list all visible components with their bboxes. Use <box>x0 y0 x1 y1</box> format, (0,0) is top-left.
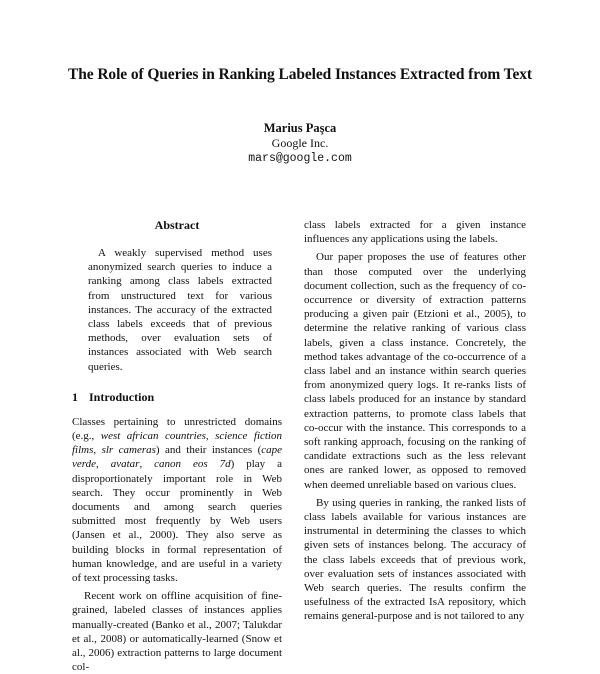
section-heading-introduction <box>72 390 282 405</box>
paper-title: The Role of Queries in Ranking Labeled Instances Extracted from Text <box>68 66 532 83</box>
section-title: Introduction <box>89 389 155 404</box>
author-block <box>0 121 600 166</box>
abstract-text: A weakly supervised method uses anonymized search queries to induce a ranking among class labels extracted from unstructured text for various instances. The accuracy of the extracted class labels exceeds that of previous methods, over evaluation sets of instances associated with Web search queries. <box>88 247 272 373</box>
right-paragraph-0: class labels extracted for a given instance influences any applications using the labels. <box>304 219 526 246</box>
right-paragraph-2: By using queries in ranking, the ranked lists of class labels available for various instances are instrumental in determining the classes to which given sets of instances belong. The accuracy of the class labels exceeds that of previous work, over evaluation sets of instances associated with Web search queries. The results confirm the usefulness of the extracted IsA repository, which remains general-purpose and is not tailored to any <box>304 496 526 623</box>
left-column <box>72 218 282 674</box>
author-name: Marius Paşca <box>263 121 337 135</box>
right-paragraph-1: Our paper proposes the use of features other than those computed over the underlying document collection, such as the frequency of co-occurrence or diversity of extraction patterns producing a given pair (Etzioni et al., 2005), to determine the relative ranking of various class labels, given a class instance. Concretely, the method takes advantage of the co-occurrence of a class label and an instance within search queries from anonymized query logs. It re-ranks lists of class labels produced for an instance by standard extraction patterns, to promote class labels that co-occur with the instance. This corresponds to a soft ranking approach, focusing on the ranking of candidate extractions such as the less relevant ones are ranked lower, as opposed to removed when deemed unreliable based on various clues. <box>304 251 526 491</box>
section-number: 1 <box>72 389 78 404</box>
author-affiliation: Google Inc. <box>271 136 329 150</box>
author-email: mars@google.com <box>248 152 352 165</box>
right-column <box>304 218 526 624</box>
intro-paragraph-1: Classes pertaining to unrestricted domains (e.g., west african countries, science fiction films, slr cameras) and their instances (cape verde, avatar, canon eos 7d) play a disproportionately important role in Web search. They occur prominently in Web documents and among search queries submitted most frequently by Web users (Jansen et al., 2000). They also serve as building blocks in formal representation of human knowledge, and are useful in a variety of text processing tasks. <box>72 415 283 585</box>
abstract-heading: Abstract <box>154 218 200 232</box>
intro-paragraph-2: Recent work on offline acquisition of fine-grained, labeled classes of instances applies manually-created (Banko et al., 2007; Talukdar et al., 2008) or automatically-learned (Snow et al., 2006) extraction patterns to large document col- <box>72 590 282 674</box>
